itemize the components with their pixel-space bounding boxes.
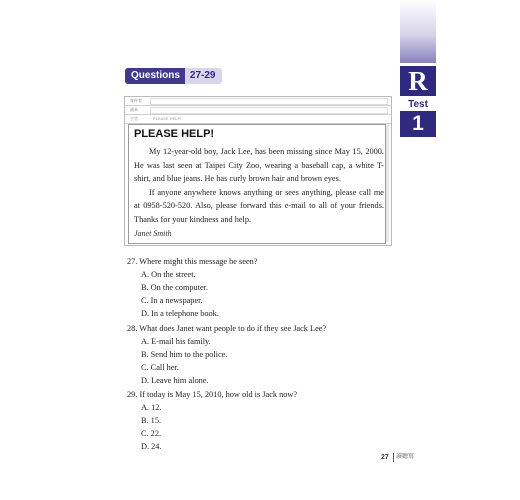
- email-signature: Janet Smith: [134, 229, 172, 238]
- answer-option: C. In a newspaper.: [141, 296, 203, 305]
- page-footer: [381, 453, 420, 462]
- question-stem: 29. If today is May 15, 2010, how old is Jack now?: [127, 390, 298, 399]
- answer-option: A. 12.: [141, 403, 162, 412]
- answer-option: D. 24.: [141, 442, 162, 451]
- answer-option: A. E-mail his family.: [141, 337, 211, 346]
- test-section-tab: [400, 0, 436, 137]
- question-stem: 28. What does Janet want people to do if they see Jack Lee?: [127, 324, 327, 333]
- subject-value: PLEASE HELP!: [153, 116, 182, 121]
- answer-option: B. Send him to the police.: [141, 350, 228, 359]
- email-paragraph: If anyone anywhere knows anything or sees anything, please call me at 0958-520-520. Also, please forward this e-mail to all of your friends. Thanks for your kindness and help.: [134, 187, 384, 224]
- answer-option: B. On the computer.: [141, 283, 209, 292]
- question-stem: 27. Where might this message be seen?: [127, 257, 258, 266]
- question-28: [127, 322, 326, 387]
- answer-option: D. In a telephone book.: [141, 309, 219, 318]
- email-body: [128, 124, 386, 244]
- answer-option: D. Leave him alone.: [141, 376, 209, 385]
- email-scrollbar[interactable]: [386, 124, 389, 242]
- email-text: [134, 145, 384, 226]
- header-field[interactable]: [150, 107, 388, 114]
- email-header-row-cc: [125, 106, 391, 115]
- email-header-row-from: [125, 97, 391, 106]
- footer-brand: 讀聽寫: [396, 454, 415, 460]
- answer-option: B. 15.: [141, 416, 162, 425]
- tab-gradient: [400, 0, 436, 63]
- section-letter: R: [400, 66, 436, 96]
- question-27: [127, 255, 258, 320]
- email-window: [124, 96, 392, 246]
- questions-badge: [125, 68, 222, 84]
- header-label: 副本: [130, 107, 138, 112]
- header-label: 寄件者: [130, 98, 142, 103]
- answer-option: A. On the street.: [141, 270, 196, 279]
- header-label: 主旨: [130, 116, 138, 121]
- footer-divider: [393, 453, 394, 462]
- question-29: [127, 388, 297, 453]
- email-title: PLEASE HELP!: [134, 128, 215, 140]
- answer-option: C. Call her.: [141, 363, 179, 372]
- header-field[interactable]: [150, 98, 388, 105]
- email-header-row-subject: [125, 115, 391, 124]
- email-paragraph: My 12-year-old boy, Jack Lee, has been missing since May 15, 2000. He was last seen at Taipei City Zoo, wearing a baseball cap, a white T-shirt, and blue jeans. He has curly brown hair and brown eyes.: [134, 147, 384, 183]
- answer-option: C. 22.: [141, 429, 162, 438]
- test-number: 1: [400, 111, 436, 137]
- page-number: 27: [381, 454, 389, 461]
- test-label: Test: [408, 99, 428, 110]
- questions-range: 27-29: [185, 68, 223, 84]
- questions-label: Questions: [125, 68, 185, 84]
